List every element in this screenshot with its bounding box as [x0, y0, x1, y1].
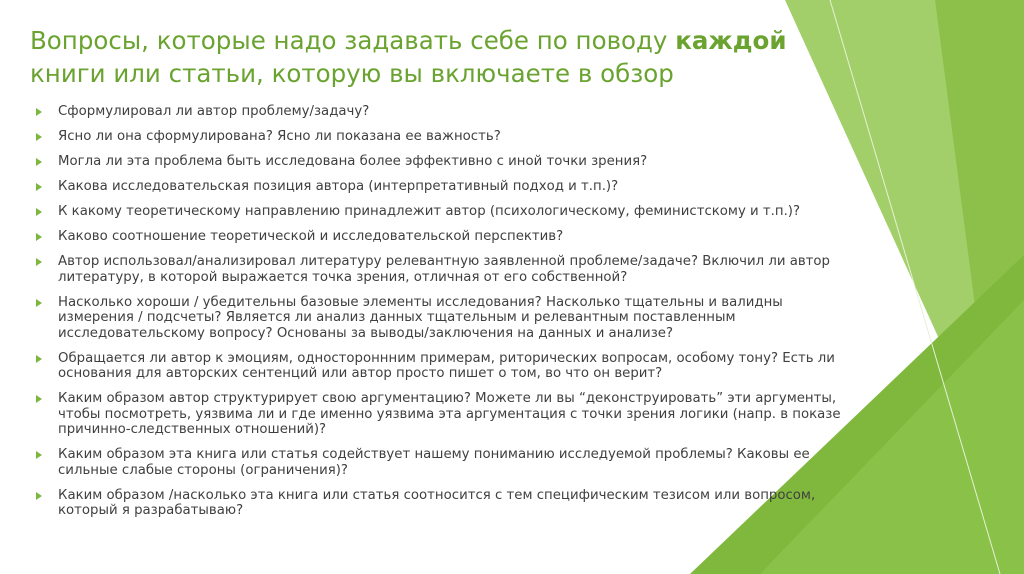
- list-item-text: Ясно ли она сформулирована? Ясно ли показана ее важность?: [58, 129, 501, 144]
- list-item: [36, 391, 856, 438]
- list-item-text: Каково соотношение теоретической и исследовательской перспектив?: [58, 229, 564, 244]
- list-item-text: Насколько хороши / убедительны базовые элементы исследования? Насколько тщательны и валидны измерения / подсчеты? Является ли анализ данных тщательным и релевантным поставленным исследовательскому вопросу? Основаны за выводы/заключения на данных и анализе?: [58, 294, 783, 341]
- list-item-text: Могла ли эта проблема быть исследована более эффективно с иной точки зрения?: [58, 154, 648, 169]
- list-item: [36, 229, 856, 245]
- list-item-text: Какова исследовательская позиция автора (интерпретативный подход и т.п.)?: [58, 179, 619, 194]
- list-item: [36, 204, 856, 220]
- list-item: [36, 104, 856, 120]
- triangle-bullet-icon: [36, 158, 42, 166]
- triangle-bullet-icon: [36, 258, 42, 266]
- list-item: [36, 254, 856, 285]
- list-item: [36, 129, 856, 145]
- slide-title: [30, 24, 860, 90]
- triangle-bullet-icon: [36, 183, 42, 191]
- triangle-bullet-icon: [36, 451, 42, 459]
- triangle-bullet-icon: [36, 208, 42, 216]
- title-text: Вопросы, которые надо задавать себе по поводу: [30, 26, 676, 55]
- triangle-bullet-icon: [36, 355, 42, 363]
- list-item: [36, 295, 856, 342]
- list-item-text: Каким образом /насколько эта книга или статья соотносится с тем специфическим тезисом или вопросом, который я разрабатываю?: [58, 487, 816, 518]
- triangle-bullet-icon: [36, 395, 42, 403]
- title-text-end: книги или статьи, которую вы включаете в обзор: [30, 59, 674, 88]
- list-item: [36, 179, 856, 195]
- list-item: [36, 351, 856, 382]
- list-item-text: К какому теоретическому направлению принадлежит автор (психологическому, феминистскому и т.п.)?: [58, 204, 801, 219]
- list-item-text: Каким образом эта книга или статья содействует нашему пониманию исследуемой проблемы? Каковы ее сильные слабые стороны (ограничения)?: [58, 447, 810, 478]
- list-item-text: Обращается ли автор к эмоциям, одностороннним примерам, риторических вопросам, особому тону? Есть ли основания для авторских сентенций или автор просто пишет о том, во что он верит?: [58, 350, 835, 381]
- triangle-bullet-icon: [36, 233, 42, 241]
- list-item: [36, 447, 856, 478]
- questions-list: [36, 104, 856, 519]
- list-item: [36, 488, 856, 519]
- list-item: [36, 154, 856, 170]
- list-item-text: Автор использовал/анализировал литературу релевантную заявленной проблеме/задаче? Включил ли автор литературу, в которой выражается точка зрения, отличная от его собственной?: [58, 254, 830, 285]
- triangle-bullet-icon: [36, 299, 42, 307]
- title-bold-word: каждой: [675, 26, 787, 55]
- list-item-text: Каким образом автор структурирует свою аргументацию? Можете ли вы “деконструировать” эти аргументы, чтобы посмотреть, уязвима ли и где именно уязвима эта аргументация с точки зрения логики (напр. в показе причинно-следственных отношений)?: [58, 391, 841, 437]
- triangle-bullet-icon: [36, 108, 42, 116]
- triangle-bullet-icon: [36, 133, 42, 141]
- triangle-bullet-icon: [36, 492, 42, 500]
- list-item-text: Сформулировал ли автор проблему/задачу?: [58, 104, 370, 119]
